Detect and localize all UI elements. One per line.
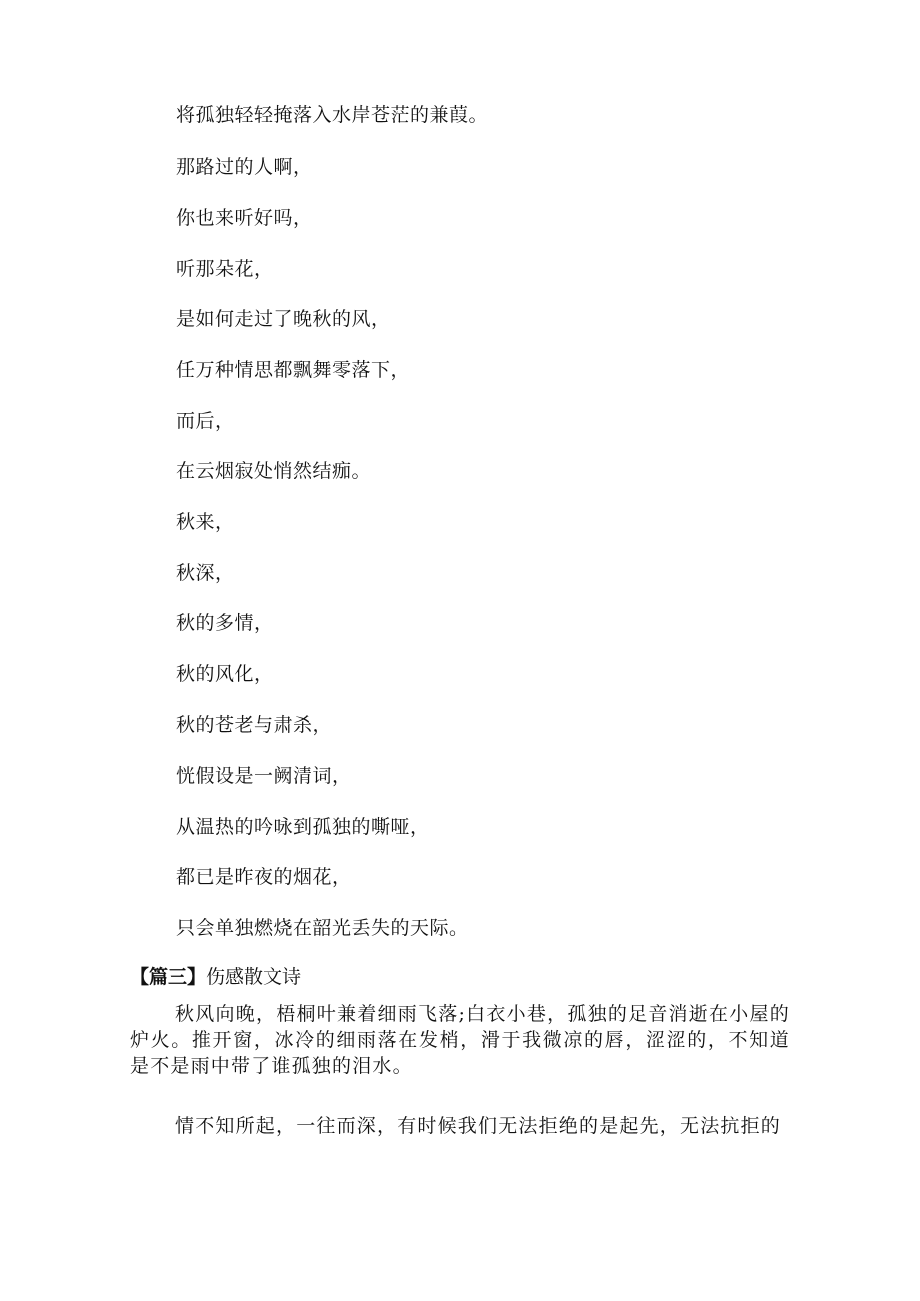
poem-line: 将孤独轻轻掩落入水岸苍茫的兼葭。 [176,104,489,126]
poem-line: 秋的苍老与肃杀， [176,714,333,736]
poem-line: 秋的多情， [176,612,274,634]
heading-close-bracket: 】 [187,966,207,988]
poem-line: 从温热的吟咏到孤独的嘶哑， [176,816,430,838]
poem-line: 秋的风化， [176,663,274,685]
poem-line: 你也来听好吗， [176,207,313,229]
poem-line: 那路过的人啊， [176,156,313,178]
poem-line: 恍假设是一阙清词， [176,765,352,787]
poem-line: 都已是昨夜的烟花， [176,866,352,888]
poem-line: 在云烟寂处悄然结痂。 [176,460,372,482]
body-paragraph: 秋风向晚，梧桐叶兼着细雨飞落;白衣小巷，孤独的足音消逝在小屋的炉火。推开窗，冰冷的细雨落在发梢，滑于我微凉的唇，涩涩的，不知道是不是雨中带了谁孤独的泪水。 [130,1003,790,1077]
heading-open-bracket: 【 [130,966,150,988]
body-paragraph: 情不知所起，一往而深，有时候我们无法拒绝的是起先，无法抗拒的 [175,1115,782,1137]
heading-label: 篇三 [149,966,188,988]
heading-title: 伤感散文诗 [206,966,302,988]
poem-line: 秋来， [176,511,235,533]
poem-line: 听那朵花， [176,258,274,280]
poem-line: 秋深， [176,562,235,584]
poem-line: 是如何走过了晚秋的风， [176,308,391,330]
poem-line: 只会单独燃烧在韶光丢失的天际。 [176,917,469,939]
poem-line: 任万种情思都飘舞零落下， [176,359,411,381]
section-heading [130,965,301,989]
poem-line: 而后， [176,410,235,432]
